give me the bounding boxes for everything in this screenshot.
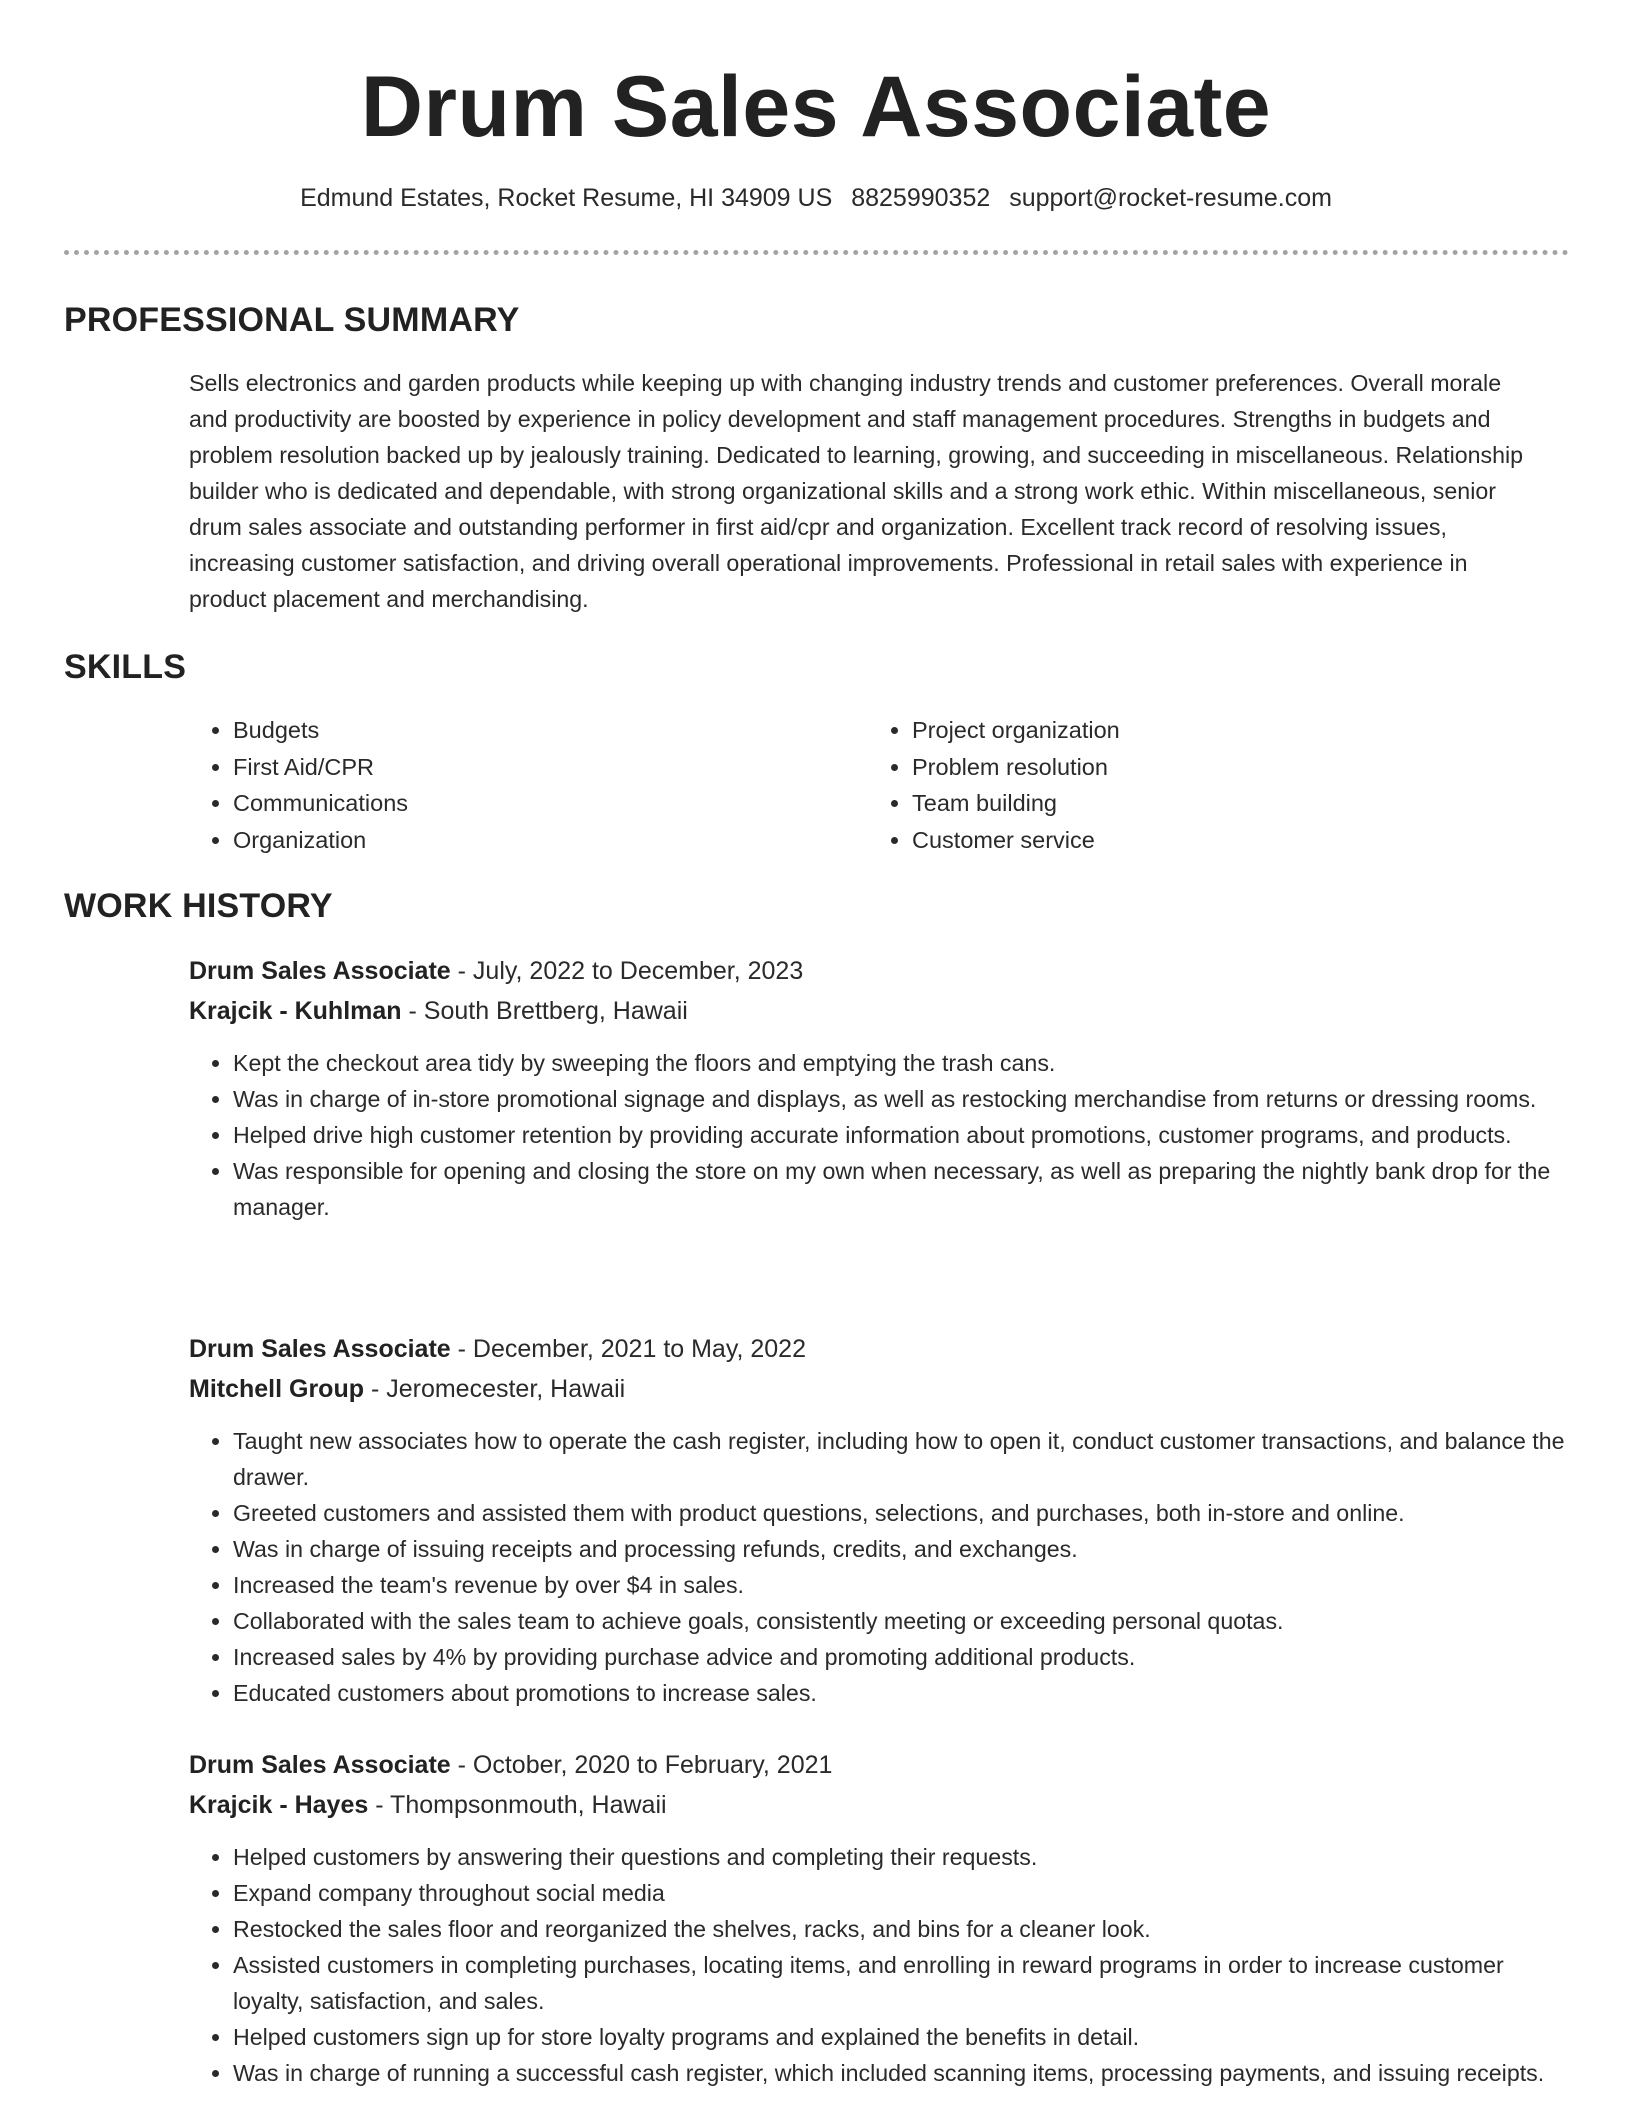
job-bullet: • Assisted customers in completing purchases, locating items, and enrolling in reward programs in order to increase customer loyalty, satisfaction, and sales. [233, 1947, 1569, 2019]
job-bullet: • Greeted customers and assisted them with product questions, selections, and purchases, both in-store and online. [233, 1495, 1569, 1531]
summary-text: Sells electronics and garden products while keeping up with changing industry trends and customer preferences. Overall morale and productivity are boosted by experience in policy development and staff management procedures. Strengths in budgets and problem resolution backed up by jealously training. Dedicated to learning, growing, and succeeding in miscellaneous. Relationship builder who is dedicated and dependable, with strong organizational skills and a strong work ethic. Within miscellaneous, senior drum sales associate and outstanding performer in first aid/cpr and organization. Excellent track record of resolving issues, increasing customer satisfaction, and driving overall operational improvements. Professional in retail sales with experience in product placement and merchandising. [189, 370, 1524, 612]
job-company: Mitchell Group [189, 1375, 364, 1403]
job-title: Drum Sales Associate [189, 957, 451, 985]
skills-list-left [189, 712, 829, 858]
skill-item: • Team building [912, 785, 1548, 822]
job-bullet: • Was in charge of running a successful cash register, which included scanning items, processing payments, and issuing receipts. [233, 2055, 1569, 2091]
job-bullet: • Helped drive high customer retention by providing accurate information about promotions, customer programs, and products. [233, 1117, 1569, 1153]
header-divider [64, 250, 1569, 255]
job-bullets [189, 1839, 1569, 2091]
job-title-line [189, 1329, 1569, 1369]
job-company-line [189, 991, 1569, 1031]
skill-item: • Problem resolution [912, 749, 1548, 786]
job-bullet: • Kept the checkout area tidy by sweeping the floors and emptying the trash cans. [233, 1045, 1569, 1081]
job-title: Drum Sales Associate [189, 1335, 451, 1363]
contact-address: Edmund Estates, Rocket Resume, HI 34909 US [300, 184, 833, 212]
job-location: - Jeromecester, Hawaii [364, 1375, 626, 1403]
section-title-summary: PROFESSIONAL SUMMARY [64, 301, 520, 339]
job-bullet: • Was in charge of issuing receipts and processing refunds, credits, and exchanges. [233, 1531, 1569, 1567]
job-title: Drum Sales Associate [189, 1751, 451, 1779]
skill-item: • Budgets [233, 712, 829, 749]
job-bullet: • Expand company throughout social media [233, 1875, 1569, 1911]
job-entry [189, 1745, 1569, 2091]
job-dates: - December, 2021 to May, 2022 [450, 1335, 806, 1363]
job-company-line [189, 1785, 1569, 1825]
skills-list-right [868, 712, 1548, 858]
job-bullet: • Increased sales by 4% by providing purchase advice and promoting additional products. [233, 1639, 1569, 1675]
skill-item: • Communications [233, 785, 829, 822]
job-bullet: • Helped customers sign up for store loyalty programs and explained the benefits in detail. [233, 2019, 1569, 2055]
job-title-line [189, 951, 1569, 991]
job-bullet: • Increased the team's revenue by over $4 in sales. [233, 1567, 1569, 1603]
section-title-skills: SKILLS [64, 648, 187, 686]
contact-phone: 8825990352 [851, 184, 991, 212]
job-entry [189, 951, 1569, 1225]
skill-item: • Organization [233, 822, 829, 859]
job-company: Krajcik - Kuhlman [189, 997, 402, 1025]
job-bullet: • Educated customers about promotions to increase sales. [233, 1675, 1569, 1711]
job-company-line [189, 1369, 1569, 1409]
job-title-line [189, 1745, 1569, 1785]
job-company: Krajcik - Hayes [189, 1791, 369, 1819]
job-location: - South Brettberg, Hawaii [401, 997, 688, 1025]
job-dates: - October, 2020 to February, 2021 [450, 1751, 833, 1779]
resume-name: Drum Sales Associate [360, 59, 1272, 155]
job-bullet: • Was in charge of in-store promotional signage and displays, as well as restocking merchandise from returns or dressing rooms. [233, 1081, 1569, 1117]
section-title-work: WORK HISTORY [64, 887, 333, 925]
job-bullets [189, 1045, 1569, 1225]
job-location: - Thompsonmouth, Hawaii [368, 1791, 667, 1819]
job-bullet: • Was responsible for opening and closing the store on my own when necessary, as well as preparing the nightly bank drop for the manager. [233, 1153, 1569, 1225]
skill-item: • First Aid/CPR [233, 749, 829, 786]
job-bullet: • Helped customers by answering their questions and completing their requests. [233, 1839, 1569, 1875]
job-bullet: • Taught new associates how to operate the cash register, including how to open it, conduct customer transactions, and balance the drawer. [233, 1423, 1569, 1495]
contact-line [0, 180, 1632, 216]
job-entry [189, 1329, 1569, 1711]
job-dates: - July, 2022 to December, 2023 [450, 957, 804, 985]
contact-email: support@rocket-resume.com [1009, 184, 1332, 212]
skill-item: • Project organization [912, 712, 1548, 749]
job-bullet: • Restocked the sales floor and reorganized the shelves, racks, and bins for a cleaner look. [233, 1911, 1569, 1947]
job-bullets [189, 1423, 1569, 1711]
skill-item: • Customer service [912, 822, 1548, 859]
job-bullet: • Collaborated with the sales team to achieve goals, consistently meeting or exceeding personal quotas. [233, 1603, 1569, 1639]
